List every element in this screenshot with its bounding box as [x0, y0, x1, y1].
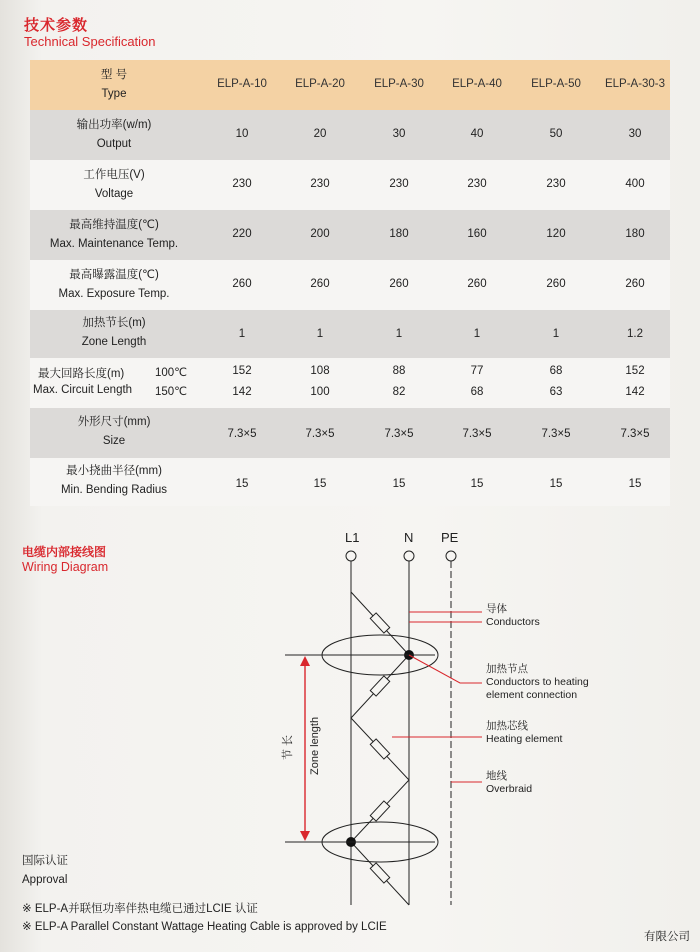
table-cell: 68	[549, 365, 563, 377]
table-cell: 230	[546, 178, 566, 190]
table-cell: 1	[552, 328, 560, 340]
annotation-en: Conductors to heating	[486, 676, 589, 688]
table-cell: 142	[232, 386, 252, 398]
table-cell: 1	[316, 328, 324, 340]
model-header: ELP-A-30	[374, 78, 424, 90]
table-cell: 260	[546, 278, 566, 290]
table-cell: 180	[389, 228, 409, 240]
annotation-connection	[486, 663, 589, 702]
table-cell: 82	[392, 386, 406, 398]
table-cell: 30	[392, 128, 406, 140]
row-label-cn: 外形尺寸(mm)	[77, 416, 151, 428]
row-label-cn: 最高曝露温度(℃)	[69, 269, 159, 281]
type-label-cn: 型 号	[100, 69, 128, 81]
annotation-leaders	[392, 612, 482, 782]
model-header: ELP-A-40	[452, 78, 502, 90]
table-cell: 7.3×5	[384, 428, 414, 440]
wiring-title-cn: 电缆内部接线图	[22, 545, 107, 559]
table-cell: 10	[235, 128, 249, 140]
table-cell: 230	[310, 178, 330, 190]
table-cell: 30	[628, 128, 642, 140]
table-cell: 7.3×5	[305, 428, 335, 440]
table-cell: 152	[232, 365, 252, 377]
annotation-overbraid	[486, 770, 532, 796]
resistor	[370, 739, 389, 759]
table-cell: 15	[549, 478, 563, 490]
resistor	[370, 801, 389, 821]
approval-note-cn: ※ ELP-A并联恒功率伴热电缆已通过LCIE 认证	[22, 903, 258, 915]
table-cell: 152	[625, 365, 645, 377]
section-title-en: Technical Specification	[24, 34, 156, 49]
table-cell: 100	[310, 386, 330, 398]
table-cell: 230	[467, 178, 487, 190]
circuit-label-cn: 最大回路长度(m)	[38, 368, 125, 380]
row-label-en: Max. Maintenance Temp.	[49, 238, 179, 250]
zone-label-en: Zone length	[309, 716, 321, 775]
table-cell: 88	[392, 365, 406, 377]
table-cell: 160	[467, 228, 487, 240]
table-cell: 180	[625, 228, 645, 240]
model-header: ELP-A-50	[531, 78, 581, 90]
table-cell: 1	[473, 328, 481, 340]
row-label-en: Zone Length	[81, 336, 147, 348]
table-cell: 15	[628, 478, 642, 490]
table-cell: 200	[310, 228, 330, 240]
temp-150-label: 150℃	[155, 386, 188, 398]
approval-title-en: Approval	[22, 874, 68, 886]
row-label-en: Size	[102, 435, 126, 447]
table-cell: 20	[313, 128, 327, 140]
row-label-cn: 最高维持温度(℃)	[69, 219, 159, 231]
arrow-head-down-icon	[300, 831, 310, 841]
table-cell: 77	[470, 365, 484, 377]
table-cell: 7.3×5	[541, 428, 571, 440]
table-cell: 15	[470, 478, 484, 490]
terminal-circle-l1	[346, 551, 356, 561]
row-label-en: Voltage	[94, 188, 134, 200]
table-cell: 260	[467, 278, 487, 290]
table-cell: 15	[313, 478, 327, 490]
section-title-cn: 技术参数	[24, 17, 89, 34]
terminal-label-n: N	[404, 530, 414, 545]
annotation-heating-element	[486, 720, 562, 746]
table-cell: 1	[238, 328, 246, 340]
table-cell: 400	[625, 178, 645, 190]
type-label-en: Type	[101, 88, 127, 100]
table-cell: 1	[395, 328, 403, 340]
resistor	[370, 863, 389, 883]
table-cell: 220	[232, 228, 252, 240]
row-label-cn: 输出功率(w/m)	[76, 119, 152, 131]
wiring-title-en: Wiring Diagram	[22, 560, 109, 574]
annotation-cn: 导体	[486, 603, 507, 615]
row-label-en: Max. Exposure Temp.	[58, 288, 170, 300]
annotation-en: element connection	[486, 689, 578, 701]
table-cell: 15	[392, 478, 406, 490]
table-cell: 7.3×5	[462, 428, 492, 440]
row-label-en: Min. Bending Radius	[60, 484, 168, 496]
annotation-cn: 加热节点	[486, 663, 528, 675]
row-label-en: Output	[96, 138, 132, 150]
table-cell: 63	[549, 386, 563, 398]
table-cell: 142	[625, 386, 645, 398]
annotation-cn: 加热芯线	[486, 720, 528, 732]
circuit-label-en: Max. Circuit Length	[33, 384, 133, 396]
row-label-cn: 工作电压(V)	[83, 169, 145, 181]
annotation-en: Conductors	[486, 616, 540, 628]
arrow-head-up-icon	[300, 656, 310, 666]
model-header: ELP-A-20	[295, 78, 345, 90]
table-cell: 50	[549, 128, 563, 140]
approval-note-en: ※ ELP-A Parallel Constant Wattage Heating Cable is approved by LCIE	[22, 921, 387, 933]
approval-title-cn: 国际认证	[22, 855, 68, 867]
row-label-cn: 加热节长(m)	[82, 317, 146, 329]
temp-100-label: 100℃	[155, 367, 188, 379]
table-cell: 230	[232, 178, 252, 190]
annotation-en: Heating element	[486, 733, 563, 745]
table-cell: 260	[389, 278, 409, 290]
annotation-conductors	[486, 603, 540, 629]
terminal-circle-pe	[446, 551, 456, 561]
row-label-cn: 最小挠曲半径(mm)	[66, 465, 162, 477]
resistor	[370, 676, 389, 696]
terminal-circle-n	[404, 551, 414, 561]
terminal-label-l1: L1	[345, 530, 360, 545]
annotation-en: Overbraid	[486, 783, 533, 795]
company-text: 有限公司	[644, 931, 690, 943]
model-header: ELP-A-30-3	[604, 78, 666, 90]
table-cell: 260	[625, 278, 645, 290]
resistor-symbols	[370, 613, 389, 883]
annotation-cn: 地线	[486, 770, 507, 782]
table-cell: 260	[232, 278, 252, 290]
table-cell: 68	[470, 386, 484, 398]
table-cell: 40	[470, 128, 484, 140]
zone-label-cn: 节 长	[282, 734, 294, 760]
table-cell: 7.3×5	[227, 428, 257, 440]
terminal-label-pe: PE	[441, 530, 459, 545]
table-cell: 7.3×5	[620, 428, 650, 440]
resistor	[370, 613, 389, 633]
table-cell: 260	[310, 278, 330, 290]
table-cell: 230	[389, 178, 409, 190]
table-cell: 1.2	[627, 328, 643, 340]
table-cell: 15	[235, 478, 249, 490]
table-cell: 120	[546, 228, 566, 240]
model-header: ELP-A-10	[217, 78, 267, 90]
table-cell: 108	[310, 365, 330, 377]
